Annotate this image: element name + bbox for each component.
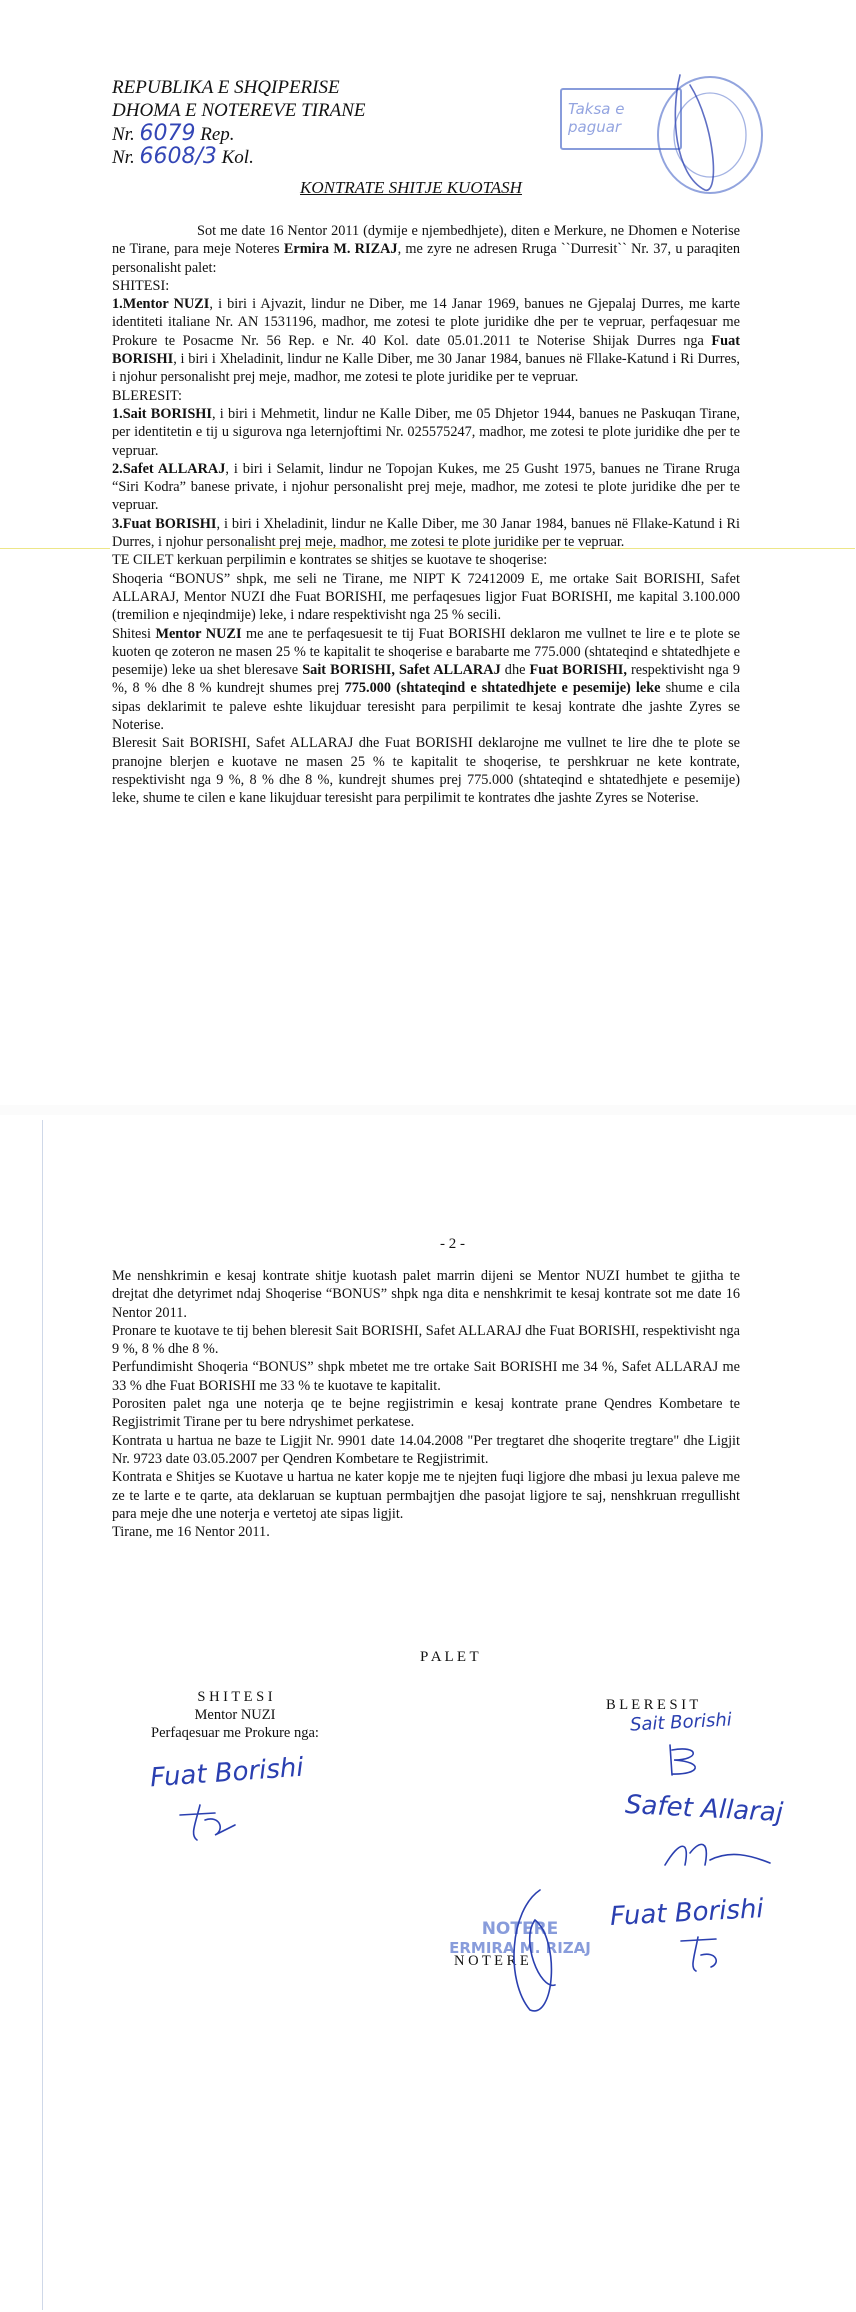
seller-signature: Fuat Borishi — [149, 1752, 305, 1794]
notary-seal-stamp — [650, 55, 770, 205]
buyer-2-signature-mark — [660, 1835, 780, 1875]
rep-number-line: Nr. 6079 Rep. — [112, 121, 235, 146]
buyer-1-signature-mark — [660, 1740, 720, 1780]
page-number: - 2 - — [440, 1236, 465, 1252]
rep-number-handwritten: 6079 — [139, 121, 196, 146]
buyers-declaration-paragraph: Bleresit Sait BORISHI, Safet ALLARAJ dhe Fuat BORISHI deklarojne me vullnet te lire dhe te plote se pranojne blerjen e kuotave ne masen 25 % te kapitalit te shoqerise, te pershkruar ne kete kontrate, respektivisht nga 9 %, 8 % dhe 8 %, kundrejt shumes prej 775.000 (shtateqind e shtatedhjete e pesemije) leke, shume te cilen e kane likujduar teresisht para perpilimit te kontrates dhe jashte Zyres se Noterise. — [112, 735, 740, 807]
seller-paragraph: 1.Mentor NUZI, i biri i Ajvazit, lindur ne Diber, me 14 Janar 1969, banues ne Gjepalaj Durres, me karte identiteti italiane Nr. AN 1531196, madhor, me zotesi te plote juridike dhe per te vepruar, perfaqesuar me Prokure te Posacme Nr. 56 Rep. e Nr. 40 Kol. date 05.01.2011 te Noterise Shijak Durres nga Fuat BORISHI, i biri i Xheladinit, lindur ne Kalle Diber, me 30 Janar 1984, banues në Fllake-Katund i Ri Durres, i njohur personalisht prej meje, madhor, me zotesi te plote juridike per te vepruar. — [112, 296, 740, 386]
seller-signature-block — [120, 1688, 350, 1742]
seller-name: Mentor NUZI — [194, 1707, 276, 1723]
highlight-line — [0, 548, 110, 549]
contract-body-page-1 — [112, 222, 740, 808]
buyer-1-paragraph: 1.Sait BORISHI, i biri i Mehmetit, lindur ne Kalle Diber, me 05 Dhjetor 1944, banues ne Paskuqan Tirane, per identitetin e tij u sigurova nga leternjoftimi Nr. 025575247, madhor, me zotesi te plote juridike dhe per te vepruar. — [112, 405, 740, 459]
request-paragraph: TE CILET kerkuan perpilimin e kontrates se shitjes se kuotave te shoqerise: — [112, 552, 548, 569]
paragraph-ownership: Pronare te kuotave te tij behen bleresit Sait BORISHI, Safet ALLARAJ dhe Fuat BORISHI, respektivisht nga 9 %, 8 % dhe 8 %. — [112, 1322, 740, 1358]
buyer-3-signature: Fuat Borishi — [609, 1893, 765, 1933]
tax-paid-stamp: Taksa e paguar — [560, 88, 682, 150]
buyer-2-signature: Safet Allaraj — [624, 1789, 784, 1829]
place-date: Tirane, me 16 Nentor 2011. — [112, 1524, 270, 1541]
header-republic: REPUBLIKA E SHQIPERISE — [112, 77, 340, 98]
buyers-section-label: BLERESIT: — [112, 387, 182, 404]
notary-signature — [500, 1880, 580, 2020]
contract-title: KONTRATE SHITJE KUOTASH — [300, 178, 522, 197]
buyer-1-signature: Sait Borishi — [629, 1709, 733, 1736]
buyer-3-signature-mark — [676, 1933, 736, 1973]
parties-heading: P A L E T — [420, 1649, 479, 1665]
seller-section-label: SHITESI: — [112, 277, 170, 294]
notary-stamp-name: ERMIRA M. RIZAJ — [449, 1939, 591, 1957]
seller-signature-mark — [175, 1795, 255, 1845]
buyer-2-paragraph: 2.Safet ALLARAJ, i biri i Selamit, lindur ne Topojan Kukes, me 25 Gusht 1975, banues ne Tirane Rruga “Siri Kodra” banese private, i njohur personalisht prej meje, madhor, me zotesi te plote juridike dhe per te vepruar. — [112, 460, 741, 514]
paragraph-final-shares: Perfundimisht Shoqeria “BONUS” shpk mbetet me tre ortake Sait BORISHI me 34 %, Safet ALLARAJ me 33 % dhe Fuat BORISHI me 33 % te kuotave te kapitalit. — [112, 1359, 740, 1394]
seller-declaration-paragraph: Shitesi Mentor NUZI me ane te perfaqesuesit te tij Fuat BORISHI deklaron me vullnet te lire e te plote se kuoten qe zoteron ne masen 25 % te kapitalit te shoqerise e barabarte me 775.000 (shtateqind e shtatedhjete e pesemije) leke ua shet bleresave Sait BORISHI, Safet ALLARAJ dhe Fuat BORISHI, respektivisht nga 9 %, 8 % dhe 8 % kundrejt shumes prej 775.000 (shtateqind e shtatedhjete e pesemije) leke shume e cila sipas deklarimit te paleve eshte likujduar teresisht para perpilimit te kesaj kontrate dhe jashte Zyres se Noterise. — [112, 625, 741, 734]
page-edge-line — [42, 1120, 43, 2310]
paragraph-dismissal: Me nenshkrimin e kesaj kontrate shitje kuotash palet marrin dijeni se Mentor NUZI humbet te gjitha te drejtat dhe detyrimet ndaj Shoqerise “BONUS” shpk nga dita e nenshkrimit te kesaj kontrate sot me date 16 Nentor 2011. — [112, 1268, 740, 1321]
intro-paragraph: Sot me date 16 Nentor 2011 (dymije e njembedhjete), diten e Merkure, ne Dhomen e Noterise ne Tirane, para meje Noteres Ermira M. RIZAJ, me zyre ne adresen Rruga ``Durresit`` Nr. 37, u paraqiten personalisht palet: — [112, 223, 740, 276]
paragraph-registration: Porositen palet nga une noterja qe te bejne regjistrimin e kesaj kontrate prane Qendres Kombetare te Regjistrimit Tirane per tu bere ndryshimet perkatese. — [112, 1396, 740, 1431]
kol-number-line: Nr. 6608/3 Kol. — [112, 144, 254, 169]
buyers-label: B L E R E S I T — [606, 1697, 699, 1713]
notary-label: N O T E R E — [454, 1953, 529, 1969]
document-page-1 — [0, 0, 856, 1115]
paragraph-copies: Kontrata e Shitjes se Kuotave u hartua ne kater kopje me te njejten fuqi ligjore dhe mbasi ju lexua paleve me ze te larte e te qarte, ata deklaruan se kuptuan permbajtjen dhe pasojat ligjore te saj, nenshkruan rregullisht para meje dhe une noterja e vertetoj ate sipas ligjit. — [112, 1469, 740, 1522]
seller-proxy-label: Perfaqesuar me Prokure nga: — [151, 1725, 319, 1741]
notary-stamp-title: NOTERE — [481, 1919, 559, 1939]
contract-body-page-2 — [112, 1267, 740, 1541]
header-chamber: DHOMA E NOTEREVE TIRANE — [112, 100, 366, 121]
seller-label: S H I T E S I — [197, 1689, 273, 1705]
company-paragraph: Shoqeria “BONUS” shpk, me seli ne Tirane, me NIPT K 72412009 E, me ortake Sait BORISHI, Safet ALLARAJ, Mentor NUZI dhe Fuat BORISHI, me perfaqesues ligjor Fuat BORISHI, me kapital 3.100.000 (tremilion e njeqindmije) leke, i ndare respektivisht nga 25 % secili. — [112, 570, 740, 624]
document-header — [112, 76, 366, 168]
buyer-3-paragraph: 3.Fuat BORISHI, i biri i Xheladinit, lindur ne Kalle Diber, me 30 Janar 1984, banues në Fllake-Katund i Ri Durres, i njohur personalisht prej meje, madhor, me zotesi te plote juridike per te vepruar. — [112, 515, 740, 551]
paragraph-legal-basis: Kontrata u hartua ne baze te Ligjit Nr. 9901 date 14.04.2008 "Per tregtaret dhe shoqerite tregtare" dhe Ligjit Nr. 9723 date 03.05.2007 per Qendren Kombetare te Regjistrimit. — [112, 1432, 740, 1467]
kol-number-handwritten: 6608/3 — [139, 144, 217, 169]
